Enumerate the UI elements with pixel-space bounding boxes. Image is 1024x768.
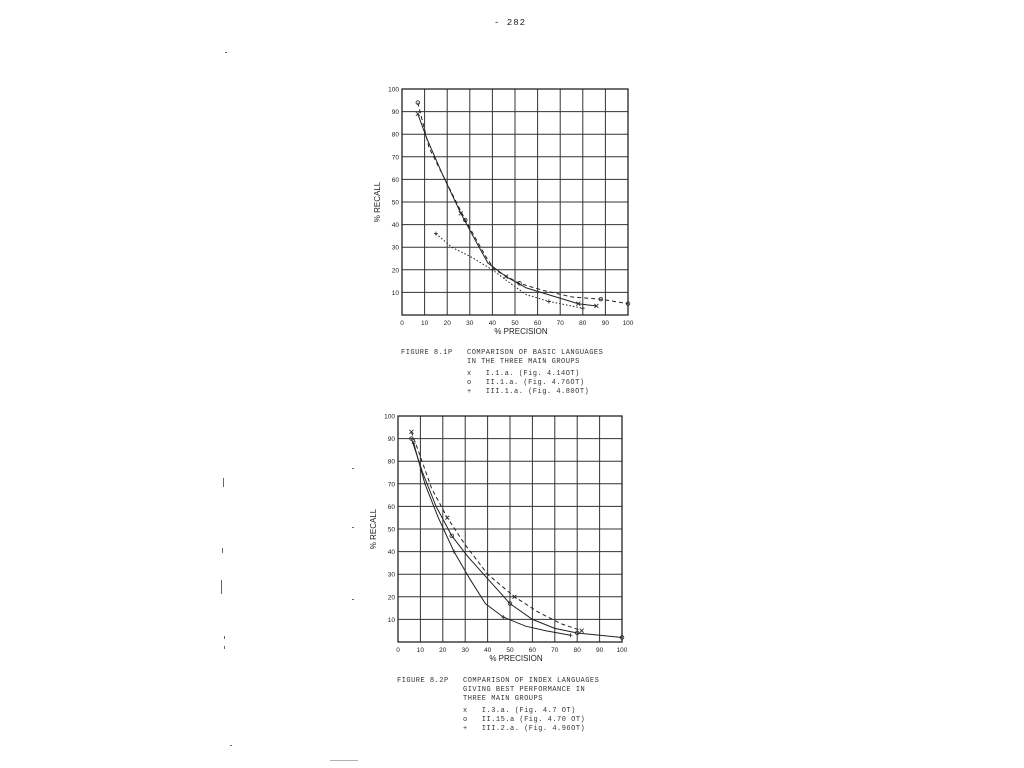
x-tick-label: 50 [511,320,519,327]
figure-2-title-line-3: THREE MAIN GROUPS [463,695,543,703]
figure-1-legend [467,370,589,397]
scan-speck [221,580,222,594]
chart-2 [369,414,628,664]
figure-2-legend-entry: o II.15.a (Fig. 4.70 OT) [463,716,586,724]
scan-speck [225,52,227,53]
x-tick-label: 70 [556,320,564,327]
x-tick-label: 80 [579,320,587,327]
x-tick-label: 60 [533,320,542,327]
x-tick-label: 40 [488,320,497,327]
x-tick-label: 100 [616,647,628,654]
y-tick-label: 10 [391,289,399,297]
x-tick-label: 0 [400,320,404,327]
data-point-plus [581,306,585,310]
figure-2-title-line-2: GIVING BEST PERFORMANCE IN [463,686,586,694]
figure-1-legend-entry: + III.1.a. (Fig. 4.80OT) [467,388,590,396]
x-tick-label: 40 [483,647,492,654]
y-axis-label: % RECALL [369,508,378,550]
figure-1-title-line-1: COMPARISON OF BASIC LANGUAGES [467,349,604,357]
scan-speck [230,745,232,746]
x-tick-label: 50 [506,647,514,654]
scan-speck [352,468,354,469]
figure-2-caption [397,677,599,704]
figure-1-legend-entry: x I.1.a. (Fig. 4.14OT) [467,370,580,378]
x-tick-label: 10 [420,320,429,327]
x-tick-label: 0 [396,647,400,654]
x-tick-label: 20 [439,647,447,654]
y-tick-label: 80 [391,131,399,139]
figure-1-label: FIGURE 8.1P [401,349,453,357]
figure-1-title-line-2: IN THE THREE MAIN GROUPS [467,358,580,366]
data-point-plus [568,633,572,637]
y-tick-label: 100 [384,413,395,421]
y-tick-label: 80 [387,458,395,466]
y-tick-label: 50 [391,199,399,207]
figure-2-legend-entry: + III.2.a. (Fig. 4.96OT) [463,725,586,733]
figure-1-legend-entry: o II.1.a. (Fig. 4.76OT) [467,379,585,387]
y-tick-label: 30 [391,244,399,252]
figure-2-title-line-1: COMPARISON OF INDEX LANGUAGES [463,677,600,685]
figure-1-caption [401,349,603,367]
series-+-line [414,443,571,635]
data-point-plus [547,299,551,303]
x-tick-label: 20 [443,320,451,327]
y-tick-label: 60 [391,176,399,184]
y-tick-label: 10 [387,616,395,624]
x-axis-label: % PRECISION [489,654,543,663]
x-tick-label: 10 [416,647,425,654]
y-tick-label: 100 [388,86,399,94]
y-tick-label: 30 [387,571,395,579]
x-tick-label: 30 [461,647,469,654]
x-tick-label: 90 [595,647,604,654]
page-number: - 282 [494,18,527,28]
y-tick-label: 40 [391,222,399,230]
y-tick-label: 20 [391,267,399,275]
data-point-x [445,516,449,520]
y-tick-label: 60 [387,503,395,511]
y-tick-label: 90 [391,109,399,117]
y-tick-label: 50 [387,526,395,534]
scan-speck [352,527,354,528]
figure-2-label: FIGURE 8.2P [397,677,449,685]
data-point-plus [452,550,456,554]
x-tick-label: 100 [622,320,634,327]
x-axis-label: % PRECISION [494,327,548,336]
scan-speck [222,548,223,553]
scan-speck [352,599,354,600]
x-tick-label: 60 [528,647,537,654]
scan-speck [223,478,224,487]
figure-2-legend [463,707,585,734]
scan-speck [224,646,225,649]
y-tick-label: 20 [387,594,395,602]
scan-speck [330,760,358,761]
data-point-x [580,629,584,633]
y-tick-label: 90 [387,436,395,444]
x-tick-label: 30 [466,320,474,327]
x-tick-label: 70 [551,647,559,654]
y-tick-label: 70 [391,154,399,162]
y-tick-label: 70 [387,481,395,489]
figure-2-legend-entry: x I.3.a. (Fig. 4.7 OT) [463,707,576,715]
x-tick-label: 80 [573,647,581,654]
chart-1 [373,87,634,337]
x-tick-label: 90 [601,320,610,327]
y-axis-label: % RECALL [373,181,382,223]
series-o-line [418,103,628,304]
series-+-line [436,234,583,309]
data-point-plus [434,232,438,236]
scan-speck [224,636,225,639]
y-tick-label: 40 [387,549,395,557]
